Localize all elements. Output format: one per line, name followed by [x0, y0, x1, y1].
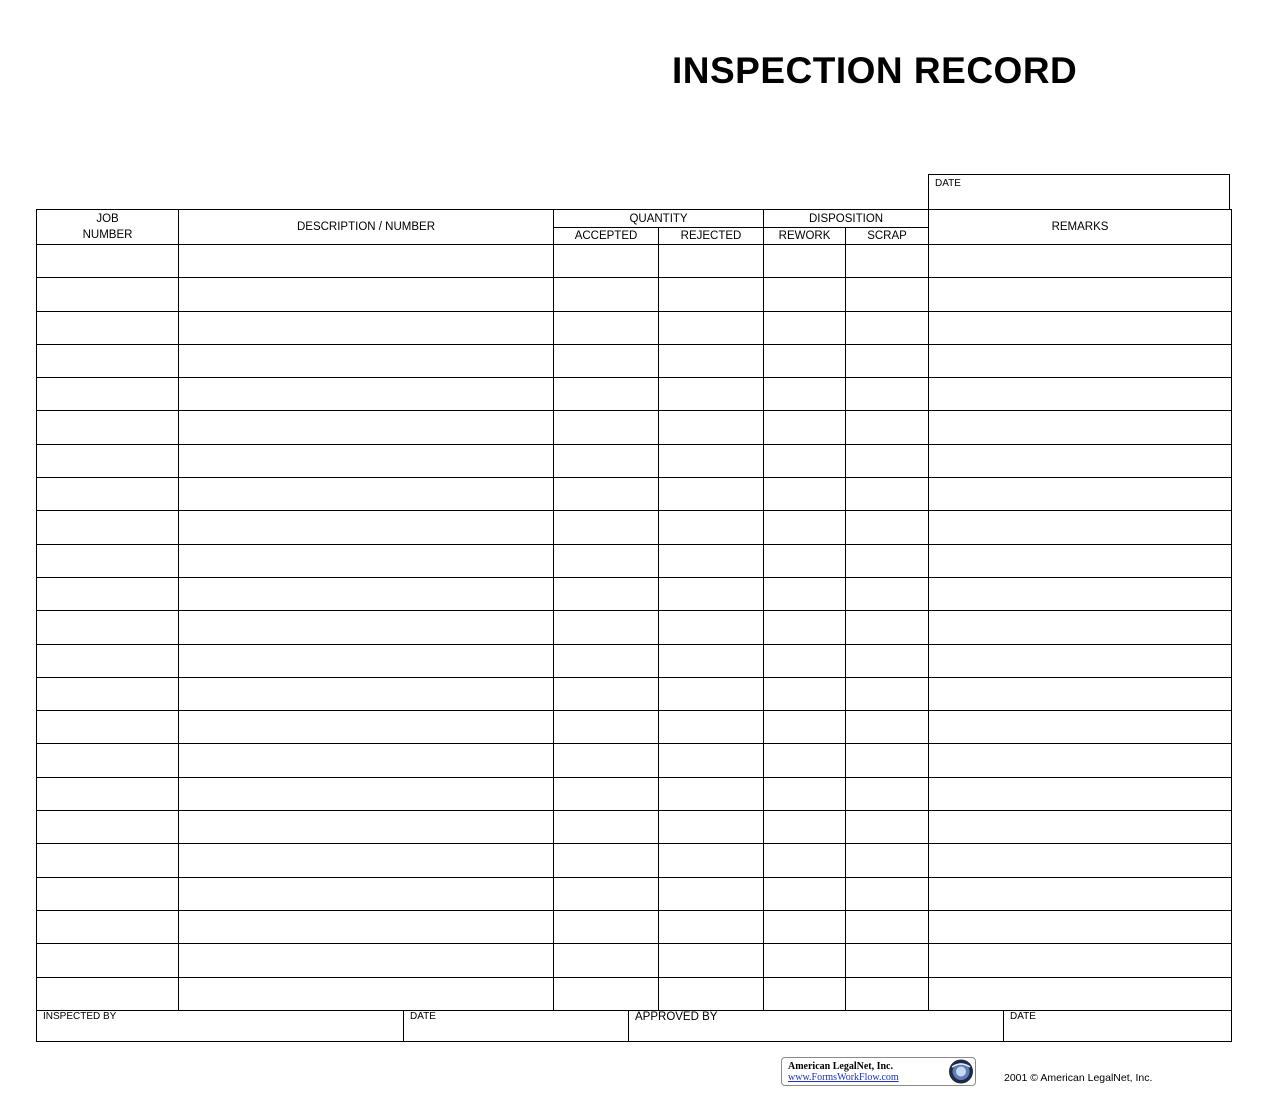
- remarks-cell[interactable]: [929, 378, 1232, 411]
- table-row: [37, 611, 1232, 644]
- date-field[interactable]: [928, 174, 1230, 210]
- scrap-cell[interactable]: [846, 711, 929, 744]
- rework-cell[interactable]: [764, 977, 846, 1010]
- job-number-cell[interactable]: [37, 944, 179, 977]
- page-title: INSPECTION RECORD: [672, 50, 1078, 91]
- scrap-cell[interactable]: [846, 844, 929, 877]
- rework-cell[interactable]: [764, 844, 846, 877]
- accepted-cell[interactable]: [554, 245, 659, 278]
- remarks-cell[interactable]: [929, 677, 1232, 710]
- remarks-cell[interactable]: [929, 577, 1232, 610]
- description-cell[interactable]: [179, 677, 554, 710]
- scrap-cell[interactable]: [846, 278, 929, 311]
- table-row: [37, 411, 1232, 444]
- remarks-cell[interactable]: [929, 811, 1232, 844]
- rejected-cell[interactable]: [659, 378, 764, 411]
- remarks-cell[interactable]: [929, 411, 1232, 444]
- job-number-cell[interactable]: [37, 844, 179, 877]
- scrap-cell[interactable]: [846, 811, 929, 844]
- rejected-cell[interactable]: [659, 311, 764, 344]
- description-cell[interactable]: [179, 544, 554, 577]
- description-cell[interactable]: [179, 611, 554, 644]
- rejected-cell[interactable]: [659, 478, 764, 511]
- scrap-cell[interactable]: [846, 944, 929, 977]
- scrap-cell[interactable]: [846, 478, 929, 511]
- inspected-by-field[interactable]: [37, 1011, 404, 1042]
- remarks-cell[interactable]: [929, 877, 1232, 910]
- approval-date-field[interactable]: [1004, 1011, 1232, 1042]
- rejected-cell[interactable]: [659, 844, 764, 877]
- job-number-cell[interactable]: [37, 777, 179, 810]
- accepted-cell[interactable]: [554, 411, 659, 444]
- scrap-cell[interactable]: [846, 311, 929, 344]
- accepted-cell[interactable]: [554, 311, 659, 344]
- job-number-cell[interactable]: [37, 744, 179, 777]
- rejected-cell[interactable]: [659, 577, 764, 610]
- accepted-cell[interactable]: [554, 511, 659, 544]
- remarks-cell[interactable]: [929, 844, 1232, 877]
- rework-cell[interactable]: [764, 378, 846, 411]
- remarks-cell[interactable]: [929, 611, 1232, 644]
- description-cell[interactable]: [179, 577, 554, 610]
- description-cell[interactable]: [179, 977, 554, 1010]
- scrap-cell[interactable]: [846, 910, 929, 943]
- remarks-cell[interactable]: [929, 777, 1232, 810]
- job-number-cell[interactable]: [37, 344, 179, 377]
- job-number-cell[interactable]: [37, 411, 179, 444]
- scrap-cell[interactable]: [846, 877, 929, 910]
- remarks-cell[interactable]: [929, 478, 1232, 511]
- description-cell[interactable]: [179, 411, 554, 444]
- scrap-cell[interactable]: [846, 411, 929, 444]
- rework-cell[interactable]: [764, 444, 846, 477]
- accepted-cell[interactable]: [554, 478, 659, 511]
- accepted-cell[interactable]: [554, 944, 659, 977]
- table-row: [37, 311, 1232, 344]
- job-number-cell[interactable]: [37, 677, 179, 710]
- table-row: [37, 544, 1232, 577]
- description-cell[interactable]: [179, 378, 554, 411]
- globe-icon: [948, 1058, 974, 1085]
- job-number-header: [37, 210, 179, 245]
- scrap-cell[interactable]: [846, 677, 929, 710]
- description-cell[interactable]: [179, 644, 554, 677]
- accepted-cell[interactable]: [554, 977, 659, 1010]
- job-number-cell[interactable]: [37, 577, 179, 610]
- table-row: [37, 677, 1232, 710]
- inspected-by-label: INSPECTED BY: [43, 1011, 117, 1022]
- company-name: American LegalNet, Inc.: [788, 1061, 893, 1072]
- job-number-cell[interactable]: [37, 877, 179, 910]
- job-number-cell[interactable]: [37, 977, 179, 1010]
- rework-cell[interactable]: [764, 677, 846, 710]
- accepted-cell[interactable]: [554, 611, 659, 644]
- table-row: [37, 245, 1232, 278]
- rejected-cell[interactable]: [659, 278, 764, 311]
- rework-cell[interactable]: [764, 611, 846, 644]
- accepted-cell[interactable]: [554, 677, 659, 710]
- signature-footer: [36, 1010, 1232, 1042]
- remarks-cell[interactable]: [929, 511, 1232, 544]
- job-number-cell[interactable]: [37, 611, 179, 644]
- accepted-cell[interactable]: [554, 844, 659, 877]
- description-cell[interactable]: [179, 944, 554, 977]
- job-number-cell[interactable]: [37, 711, 179, 744]
- description-cell[interactable]: [179, 877, 554, 910]
- scrap-cell[interactable]: [846, 744, 929, 777]
- accepted-header: ACCEPTED: [554, 228, 659, 245]
- rework-cell[interactable]: [764, 577, 846, 610]
- rework-cell[interactable]: [764, 311, 846, 344]
- rejected-cell[interactable]: [659, 811, 764, 844]
- rejected-cell[interactable]: [659, 611, 764, 644]
- table-row: [37, 511, 1232, 544]
- table-body: [37, 245, 1232, 1011]
- rejected-cell[interactable]: [659, 877, 764, 910]
- accepted-cell[interactable]: [554, 811, 659, 844]
- accepted-cell[interactable]: [554, 644, 659, 677]
- scrap-cell[interactable]: [846, 611, 929, 644]
- rework-cell[interactable]: [764, 478, 846, 511]
- company-logo[interactable]: [781, 1057, 976, 1086]
- description-cell[interactable]: [179, 245, 554, 278]
- remarks-cell[interactable]: [929, 311, 1232, 344]
- scrap-cell[interactable]: [846, 378, 929, 411]
- table-row: [37, 344, 1232, 377]
- remarks-cell[interactable]: [929, 944, 1232, 977]
- description-cell[interactable]: [179, 844, 554, 877]
- description-cell[interactable]: [179, 478, 554, 511]
- table-row: [37, 577, 1232, 610]
- rejected-cell[interactable]: [659, 977, 764, 1010]
- approved-by-label: APPROVED BY: [635, 1011, 718, 1023]
- rejected-cell[interactable]: [659, 711, 764, 744]
- rework-cell[interactable]: [764, 511, 846, 544]
- accepted-cell[interactable]: [554, 444, 659, 477]
- job-number-header-line1: JOB: [96, 213, 119, 225]
- job-number-cell[interactable]: [37, 811, 179, 844]
- remarks-cell[interactable]: [929, 977, 1232, 1010]
- scrap-header: SCRAP: [846, 228, 929, 245]
- rework-cell[interactable]: [764, 744, 846, 777]
- description-cell[interactable]: [179, 711, 554, 744]
- rework-cell[interactable]: [764, 245, 846, 278]
- scrap-cell[interactable]: [846, 977, 929, 1010]
- description-cell[interactable]: [179, 444, 554, 477]
- remarks-cell[interactable]: [929, 245, 1232, 278]
- accepted-cell[interactable]: [554, 877, 659, 910]
- approval-date-label: DATE: [1010, 1011, 1036, 1022]
- table-row: [37, 444, 1232, 477]
- job-number-header-line2: NUMBER: [82, 229, 133, 241]
- rejected-cell[interactable]: [659, 677, 764, 710]
- scrap-cell[interactable]: [846, 544, 929, 577]
- description-cell[interactable]: [179, 511, 554, 544]
- rejected-cell[interactable]: [659, 245, 764, 278]
- description-cell[interactable]: [179, 278, 554, 311]
- rejected-cell[interactable]: [659, 411, 764, 444]
- remarks-cell[interactable]: [929, 711, 1232, 744]
- job-number-cell[interactable]: [37, 644, 179, 677]
- remarks-cell[interactable]: [929, 544, 1232, 577]
- remarks-cell[interactable]: [929, 644, 1232, 677]
- accepted-cell[interactable]: [554, 777, 659, 810]
- remarks-cell[interactable]: [929, 744, 1232, 777]
- table-row: [37, 944, 1232, 977]
- disposition-header: DISPOSITION: [764, 210, 929, 228]
- quantity-header: QUANTITY: [554, 210, 764, 228]
- inspection-table: [36, 209, 1232, 1011]
- rework-cell[interactable]: [764, 777, 846, 810]
- remarks-cell[interactable]: [929, 910, 1232, 943]
- job-number-cell[interactable]: [37, 478, 179, 511]
- remarks-header: REMARKS: [929, 210, 1232, 245]
- rejected-cell[interactable]: [659, 910, 764, 943]
- table-row: [37, 278, 1232, 311]
- scrap-cell[interactable]: [846, 245, 929, 278]
- description-cell[interactable]: [179, 811, 554, 844]
- job-number-cell[interactable]: [37, 511, 179, 544]
- rejected-cell[interactable]: [659, 344, 764, 377]
- job-number-cell[interactable]: [37, 544, 179, 577]
- job-number-cell[interactable]: [37, 444, 179, 477]
- remarks-cell[interactable]: [929, 444, 1232, 477]
- scrap-cell[interactable]: [846, 577, 929, 610]
- accepted-cell[interactable]: [554, 544, 659, 577]
- approved-by-field[interactable]: [629, 1011, 1004, 1042]
- job-number-cell[interactable]: [37, 910, 179, 943]
- rework-cell[interactable]: [764, 411, 846, 444]
- rework-cell[interactable]: [764, 910, 846, 943]
- rework-cell[interactable]: [764, 644, 846, 677]
- accepted-cell[interactable]: [554, 577, 659, 610]
- table-row: [37, 877, 1232, 910]
- description-cell[interactable]: [179, 311, 554, 344]
- inspection-date-label: DATE: [410, 1011, 436, 1022]
- table-row: [37, 644, 1232, 677]
- job-number-cell[interactable]: [37, 378, 179, 411]
- job-number-cell[interactable]: [37, 245, 179, 278]
- accepted-cell[interactable]: [554, 344, 659, 377]
- scrap-cell[interactable]: [846, 777, 929, 810]
- scrap-cell[interactable]: [846, 344, 929, 377]
- rework-cell[interactable]: [764, 711, 846, 744]
- rejected-cell[interactable]: [659, 944, 764, 977]
- table-row: [37, 711, 1232, 744]
- table-row: [37, 478, 1232, 511]
- rework-cell[interactable]: [764, 877, 846, 910]
- rework-cell[interactable]: [764, 944, 846, 977]
- accepted-cell[interactable]: [554, 278, 659, 311]
- remarks-cell[interactable]: [929, 344, 1232, 377]
- accepted-cell[interactable]: [554, 744, 659, 777]
- rejected-header: REJECTED: [659, 228, 764, 245]
- table-row: [37, 910, 1232, 943]
- accepted-cell[interactable]: [554, 378, 659, 411]
- rework-cell[interactable]: [764, 344, 846, 377]
- rejected-cell[interactable]: [659, 544, 764, 577]
- table-row: [37, 811, 1232, 844]
- rework-cell[interactable]: [764, 811, 846, 844]
- description-cell[interactable]: [179, 744, 554, 777]
- rejected-cell[interactable]: [659, 644, 764, 677]
- remarks-cell[interactable]: [929, 278, 1232, 311]
- date-label: DATE: [935, 178, 961, 189]
- table-row: [37, 777, 1232, 810]
- table-row: [37, 844, 1232, 877]
- description-header: DESCRIPTION / NUMBER: [179, 210, 554, 245]
- rejected-cell[interactable]: [659, 744, 764, 777]
- table-row: [37, 977, 1232, 1010]
- scrap-cell[interactable]: [846, 511, 929, 544]
- rejected-cell[interactable]: [659, 511, 764, 544]
- job-number-cell[interactable]: [37, 278, 179, 311]
- accepted-cell[interactable]: [554, 910, 659, 943]
- description-cell[interactable]: [179, 777, 554, 810]
- copyright-text: 2001 © American LegalNet, Inc.: [1004, 1072, 1153, 1084]
- rejected-cell[interactable]: [659, 444, 764, 477]
- company-url-link[interactable]: www.FormsWorkFlow.com: [788, 1072, 899, 1083]
- rework-cell[interactable]: [764, 278, 846, 311]
- rejected-cell[interactable]: [659, 777, 764, 810]
- table-row: [37, 378, 1232, 411]
- description-cell[interactable]: [179, 910, 554, 943]
- rework-header: REWORK: [764, 228, 846, 245]
- table-row: [37, 744, 1232, 777]
- inspection-date-field[interactable]: [404, 1011, 629, 1042]
- job-number-cell[interactable]: [37, 311, 179, 344]
- accepted-cell[interactable]: [554, 711, 659, 744]
- rework-cell[interactable]: [764, 544, 846, 577]
- description-cell[interactable]: [179, 344, 554, 377]
- scrap-cell[interactable]: [846, 444, 929, 477]
- scrap-cell[interactable]: [846, 644, 929, 677]
